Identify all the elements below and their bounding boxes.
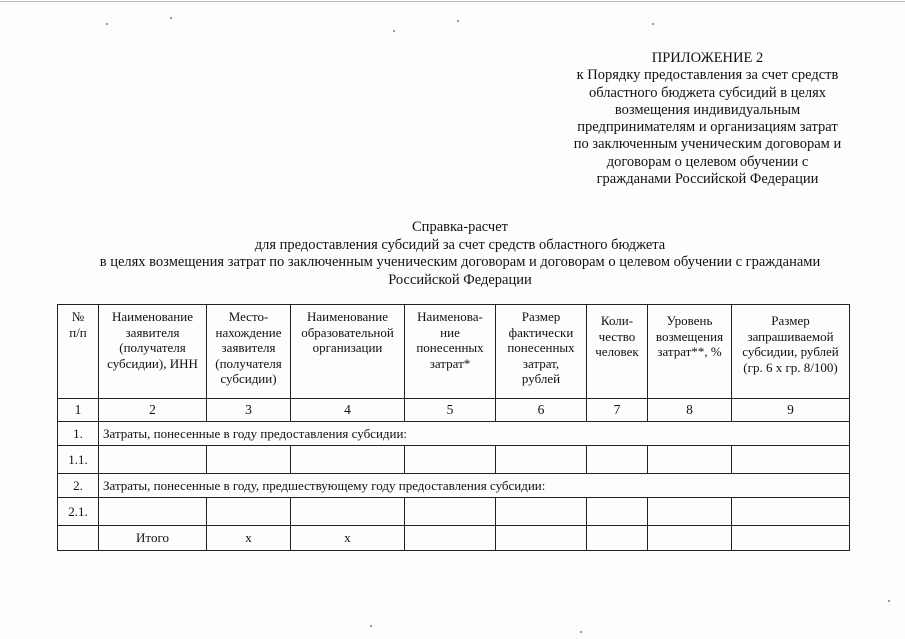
total-x-mark: x [291,526,405,551]
scan-speck [106,23,108,25]
empty-cell[interactable] [732,526,850,551]
empty-cell[interactable] [648,446,732,474]
empty-cell[interactable] [405,446,496,474]
section-label: Затраты, понесенные в году предоставления субсидии: [99,422,850,446]
scan-speck [652,23,654,25]
header-cell: Место- нахождение заявителя (получателя субсидии) [207,305,291,399]
scan-speck [580,631,582,633]
empty-cell [58,526,99,551]
empty-cell[interactable] [207,498,291,526]
title-line: в целях возмещения затрат по заключенным ученическим договорам и договорам о целевом обучении с гражданами [99,254,821,270]
empty-cell[interactable] [587,446,648,474]
column-number: 5 [405,399,496,422]
column-number: 9 [732,399,850,422]
section-label: Затраты, понесенные в году, предшествующему году предоставления субсидии: [99,474,850,498]
section-number: 1. [58,422,99,446]
section-number: 2. [58,474,99,498]
empty-cell[interactable] [648,498,732,526]
empty-cell[interactable] [587,498,648,526]
annex-line: гражданами Российской Федерации [596,171,819,188]
scan-speck [370,625,372,627]
table-row [58,498,850,526]
annex-line: возмещения индивидуальным [614,101,801,118]
scan-speck [888,600,890,602]
document-title [40,219,880,289]
empty-cell[interactable] [207,446,291,474]
total-row [58,526,850,551]
header-cell: Наименова- ние понесенных затрат* [405,305,496,399]
header-cell: № п/п [58,305,99,399]
empty-cell[interactable] [99,446,207,474]
empty-cell[interactable] [405,498,496,526]
empty-cell[interactable] [496,498,587,526]
empty-cell[interactable] [291,498,405,526]
annex-line: по заключенным ученическим договорам и [573,136,842,153]
column-number: 8 [648,399,732,422]
calculation-table [57,304,850,551]
empty-cell[interactable] [405,526,496,551]
empty-cell[interactable] [496,526,587,551]
column-number: 3 [207,399,291,422]
annex-line: договорам о целевом обучении с [606,153,809,170]
title-line: Российской Федерации [388,271,532,288]
section-row [58,474,850,498]
column-number: 2 [99,399,207,422]
scan-speck [393,30,395,32]
scan-top-edge [0,1,905,2]
title-line: для предоставления субсидий за счет средств областного бюджета [254,236,666,253]
empty-cell[interactable] [587,526,648,551]
row-number: 1.1. [58,446,99,474]
title-line: Справка-расчет [412,219,508,235]
column-number: 6 [496,399,587,422]
column-number-row [58,399,850,422]
annex-heading: ПРИЛОЖЕНИЕ 2 [651,50,764,66]
empty-cell[interactable] [732,446,850,474]
header-cell: Коли- чество человек [587,305,648,399]
annex-line: к Порядку предоставления за счет средств [576,67,839,84]
header-cell: Наименование образовательной организации [291,305,405,399]
column-number: 7 [587,399,648,422]
header-cell: Размер фактически понесенных затрат, рублей [496,305,587,399]
header-cell: Наименование заявителя (получателя субсидии), ИНН [99,305,207,399]
table-row [58,446,850,474]
column-number: 4 [291,399,405,422]
empty-cell[interactable] [291,446,405,474]
column-number: 1 [58,399,99,422]
annex-line: предпринимателям и организациям затрат [577,119,838,136]
scan-speck [170,17,172,19]
row-number: 2.1. [58,498,99,526]
annex-block [555,50,860,188]
scan-speck [457,20,459,22]
section-row [58,422,850,446]
empty-cell[interactable] [99,498,207,526]
header-row [58,305,850,399]
annex-line: областного бюджета субсидий в целях [588,84,827,101]
total-x-mark: x [207,526,291,551]
empty-cell[interactable] [732,498,850,526]
header-cell: Размер запрашиваемой субсидии, рублей (гр. 6 х гр. 8/100) [732,305,850,399]
total-label: Итого [99,526,207,551]
header-cell: Уровень возмещения затрат**, % [648,305,732,399]
empty-cell[interactable] [496,446,587,474]
empty-cell[interactable] [648,526,732,551]
